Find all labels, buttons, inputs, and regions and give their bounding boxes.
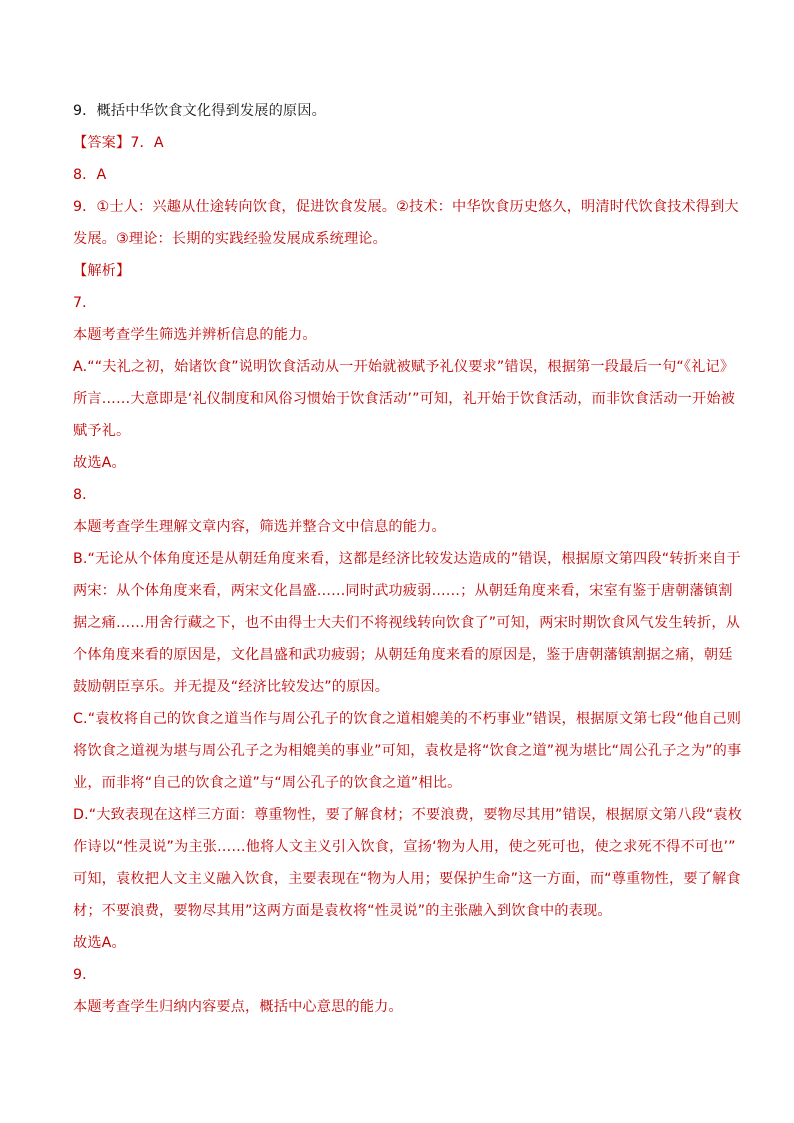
text-line: 故选A。 (73, 455, 126, 471)
text-line: 本题考查学生归纳内容要点，概括中心意思的能力。 (73, 999, 403, 1015)
text-line: 作诗以“性灵说”为主张……他将人文主义引入饮食，宣扬‘物为人用，使之死可也，使之求死不得不可也’” (73, 839, 736, 855)
text-line: 可知，袁枚把人文主义融入饮食，主要表现在“物为人用；要保护生命”这一方面，而“尊重物性，要了解食 (73, 871, 741, 887)
text-line: 【解析】 (73, 263, 131, 279)
text-line: A.““夫礼之初，始诸饮食”说明饮食活动从一开始就被赋予礼仪要求”错误，根据第一段最后一句“《礼记》 (73, 359, 735, 375)
text-line: C.“袁枚将自己的饮食之道当作与周公孔子的饮食之道相媲美的不朽事业”错误，根据原文第七段“他自己则 (73, 711, 742, 727)
text-line: 赋予礼。 (73, 423, 131, 439)
text-line: 业，而非将“自己的饮食之道”与“周公孔子的饮食之道”相比。 (73, 775, 462, 791)
document-body (73, 99, 743, 1027)
text-line: 9．概括中华饮食文化得到发展的原因。 (73, 103, 326, 119)
text-line: 8．A (73, 167, 107, 183)
text-line: D.“大致表现在这样三方面：尊重物性，要了解食材；不要浪费，要物尽其用”错误，根据原文第八段“袁枚 (73, 807, 743, 823)
text-line: 7． (73, 295, 97, 311)
text-line: 发展。③理论：长期的实践经验发展成系统理论。 (73, 231, 387, 247)
text-line: 9． (73, 967, 97, 983)
text-line: B.“无论从个体角度还是从朝廷角度来看，这都是经济比较发达造成的”错误，根据原文第四段“转折来自于 (73, 551, 741, 567)
text-line: 两宋：从个体角度来看，两宋文化昌盛……同时武功疲弱……；从朝廷角度来看，宋室有鉴于唐朝藩镇割 (73, 583, 733, 599)
text-line: 本题考查学生筛选并辨析信息的能力。 (73, 327, 317, 343)
text-line: 个体角度来看的原因是，文化昌盛和武功疲弱；从朝廷角度来看的原因是，鉴于唐朝藩镇割据之痛，朝廷 (73, 647, 733, 663)
text-line: 8． (73, 487, 97, 503)
text-line: 【答案】7．A (73, 135, 164, 151)
text-line: 据之痛……用舍行藏之下，也不由得士大夫们不将视线转向饮食了”可知，两宋时期饮食风气发生转折，从 (73, 615, 741, 631)
text-line: 材；不要浪费，要物尽其用”这两方面是袁枚将“性灵说”的主张融入到饮食中的表现。 (73, 903, 612, 919)
text-line: 鼓励朝臣享乐。并无提及“经济比较发达”的原因。 (73, 679, 390, 695)
text-line: 本题考查学生理解文章内容，筛选并整合文中信息的能力。 (73, 519, 446, 535)
text-line: 9．①士人：兴趣从仕途转向饮食，促进饮食发展。②技术：中华饮食历史悠久，明清时代饮食技术得到大 (73, 199, 739, 215)
text-line: 所言……大意即是‘礼仪制度和风俗习惯始于饮食活动’”可知，礼开始于饮食活动，而非饮食活动一开始被 (73, 391, 736, 407)
text-line: 故选A。 (73, 935, 126, 951)
text-line: 将饮食之道视为堪与周公孔子之为相媲美的事业”可知，袁枚是将“饮食之道”视为堪比“周公孔子之为”的事 (73, 743, 742, 759)
